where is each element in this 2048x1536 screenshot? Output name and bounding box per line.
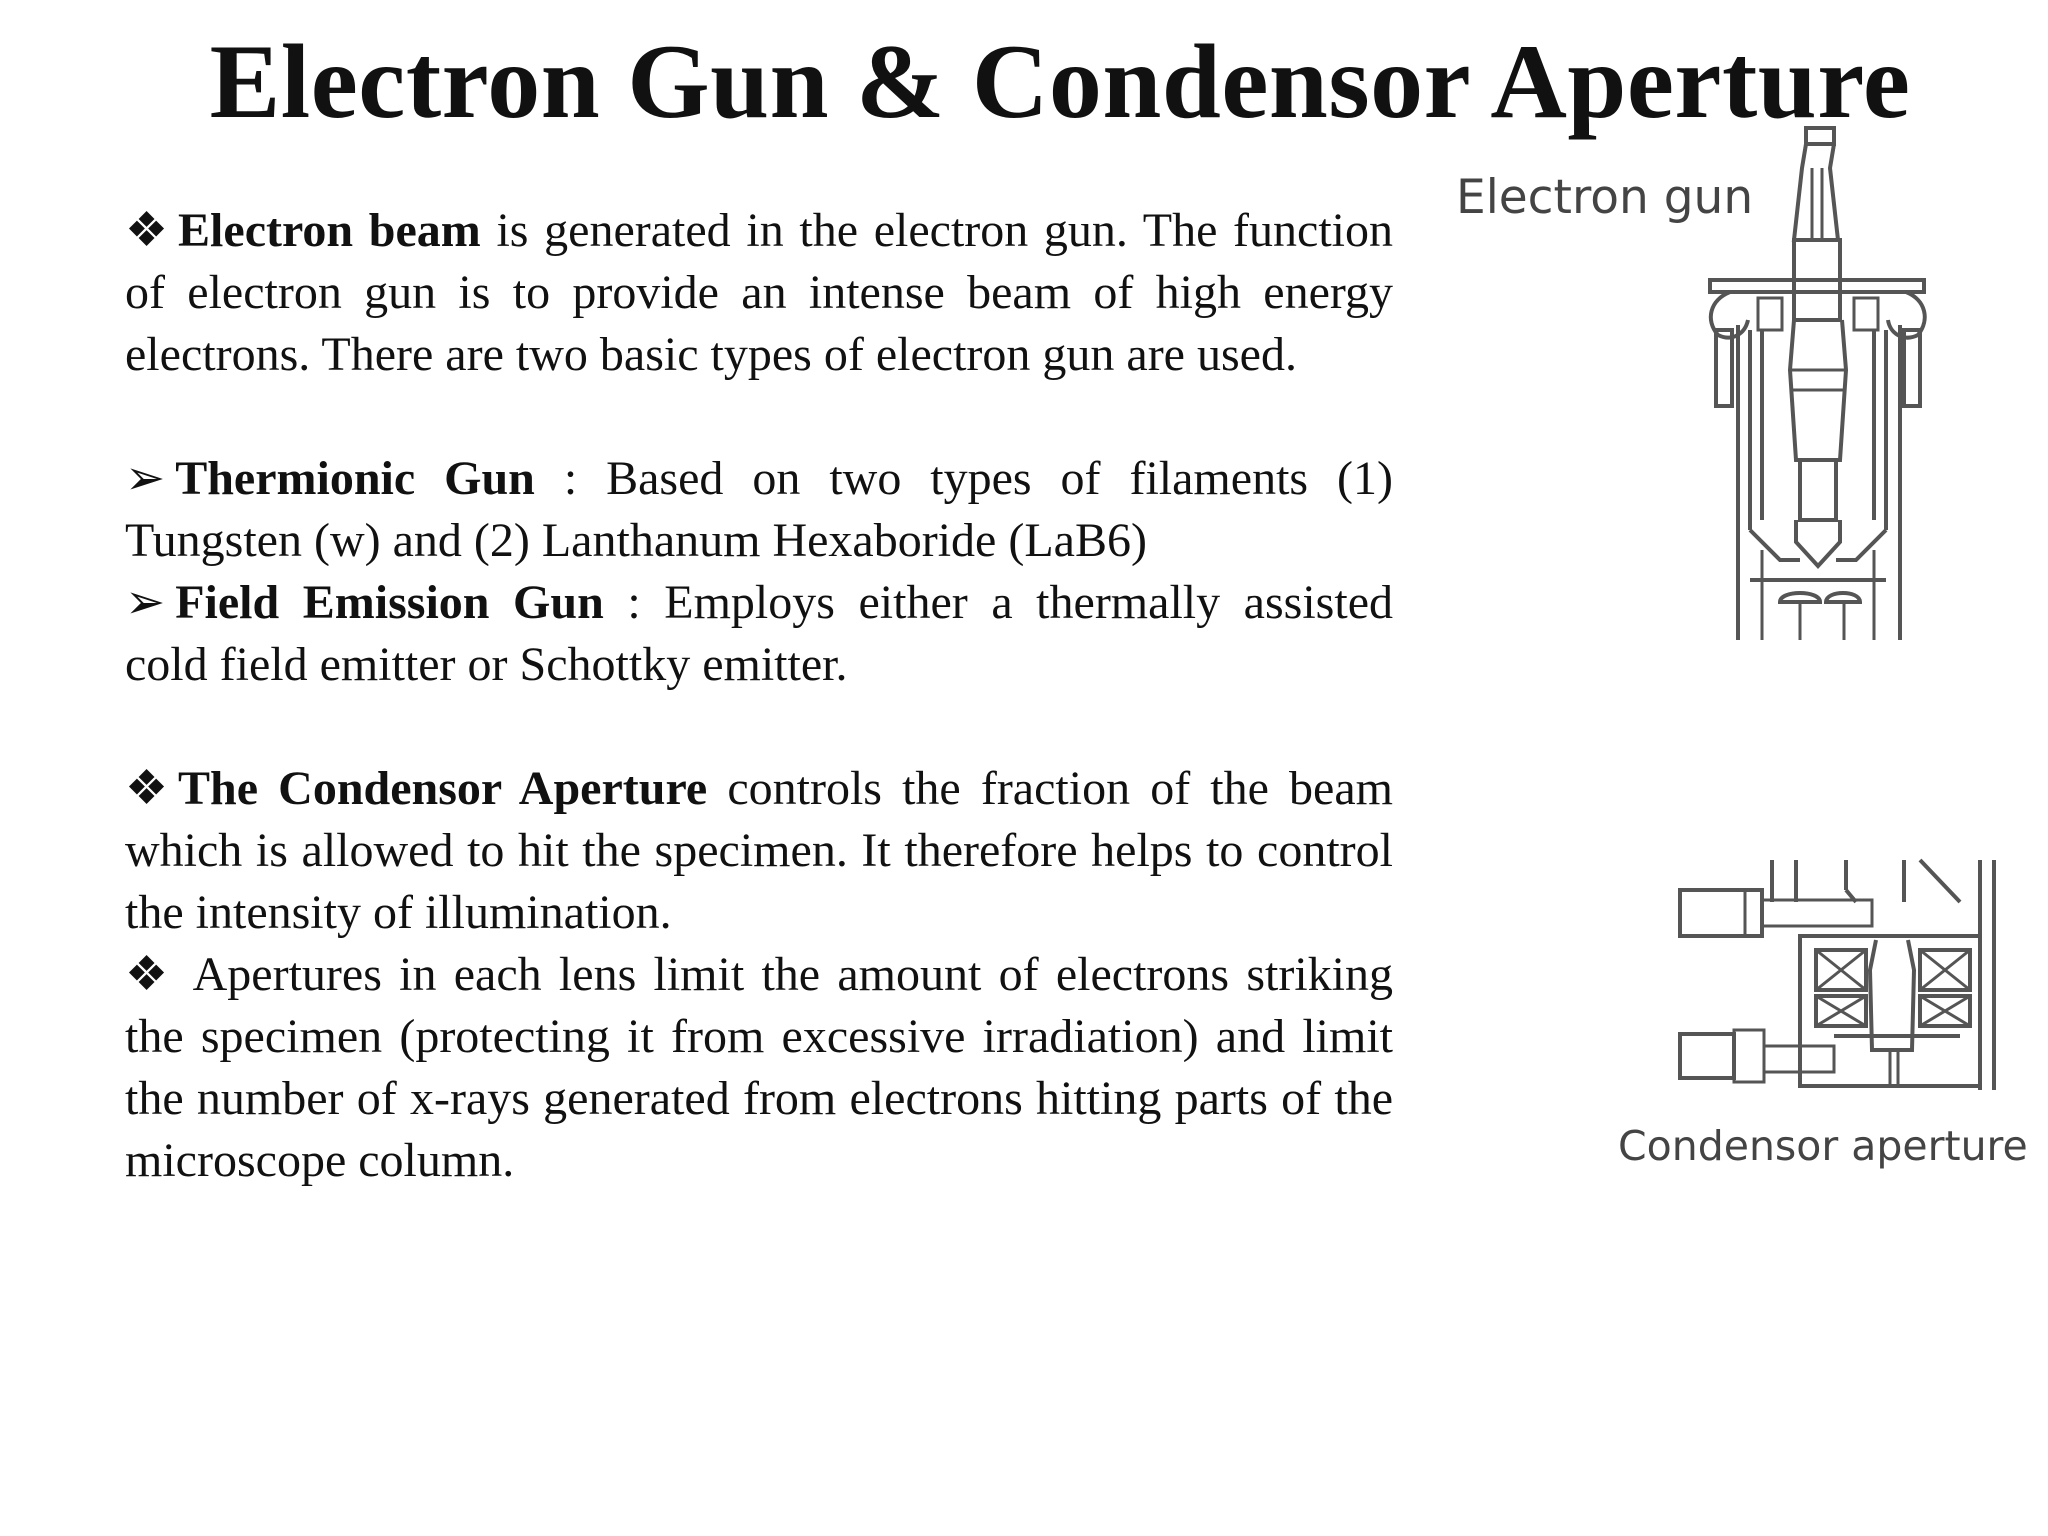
paragraph-thermionic-gun [125, 448, 1393, 572]
paragraph-text: is generated in the electron gun. The function of electron gun is to provide an intense beam of high energy electrons. There are two basic types of electron gun are used. [125, 204, 1394, 381]
arrow-bullet-icon: ➢ [125, 576, 166, 629]
spacer [125, 386, 1393, 448]
arrow-bullet-icon: ➢ [125, 452, 166, 505]
paragraph-text: Apertures in each lens limit the amount of electrons striking the specimen (protecting it from excessive irradiation) and limit the number of x-rays generated from electrons hitting parts of the microscope column. [125, 948, 1393, 1187]
electron-gun-caption: Electron gun [1456, 170, 1754, 225]
paragraph-text: : Based on two types of filaments (1) Tungsten (w) and (2) Lanthanum Hexaboride (LaB6) [125, 452, 1394, 567]
diamond-bullet-icon: ❖ [125, 762, 169, 815]
paragraph-text: controls the fraction of the beam which is allowed to hit the specimen. It therefore helps to control the intensity of illumination. [125, 762, 1393, 939]
electron-gun-figure [1440, 120, 1980, 650]
diamond-bullet-icon: ❖ [125, 948, 169, 1001]
diamond-bullet-icon: ❖ [125, 204, 169, 257]
electron-gun-diagram-icon [1440, 120, 1980, 650]
paragraph-electron-beam [125, 200, 1393, 386]
term-condensor-aperture: The Condensor Aperture [178, 762, 708, 815]
paragraph-field-emission-gun [125, 572, 1393, 696]
paragraph-apertures [125, 944, 1393, 1192]
term-thermionic-gun: Thermionic Gun [175, 452, 535, 505]
spacer [125, 696, 1393, 758]
condensor-aperture-caption: Condensor aperture [1618, 1122, 2028, 1170]
paragraph-condensor-aperture [125, 758, 1393, 944]
condensor-aperture-diagram-icon [1600, 840, 2020, 1100]
condensor-aperture-figure [1600, 840, 2028, 1200]
term-field-emission-gun: Field Emission Gun [175, 576, 604, 629]
term-electron-beam: Electron beam [178, 204, 481, 257]
slide-body [125, 200, 1393, 1192]
paragraph-text: : Employs either a thermally assisted cold field emitter or Schottky emitter. [125, 576, 1393, 691]
slide-title: Electron Gun & Condensor Aperture [209, 23, 1911, 140]
